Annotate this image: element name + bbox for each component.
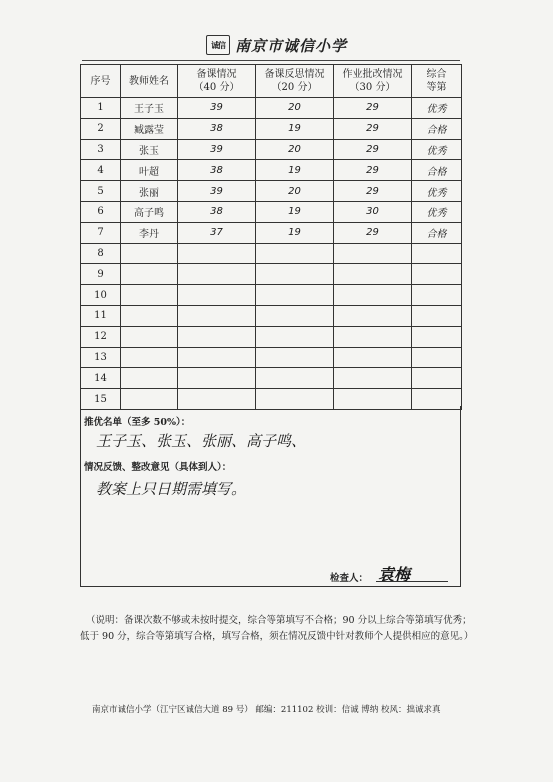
teacher-name: 王子玉	[121, 98, 178, 119]
homework-score	[334, 285, 412, 306]
page-footer: 南京市诚信小学（江宁区诚信大道 89 号） 邮编：211102 校训：信诚 博纳 校风：拙诚求真	[92, 705, 441, 715]
overall-grade	[412, 368, 462, 389]
row-number: 14	[81, 368, 121, 389]
remark-line-2: 低于 90 分，综合等第填写合格，填写合格，须在情况反馈中针对教师个人提供相应的意见。）	[80, 631, 474, 642]
overall-grade	[412, 264, 462, 285]
col-title: 综合	[426, 69, 447, 80]
row-number: 10	[81, 285, 121, 306]
row-number: 9	[81, 264, 121, 285]
overall-grade: 优秀	[412, 139, 462, 160]
table-row	[81, 181, 462, 202]
reflect-score: 19	[256, 201, 334, 222]
col-header-homework	[334, 65, 412, 98]
checker-signature: 袁梅	[378, 565, 411, 584]
table-row	[81, 222, 462, 243]
feedback-label: 情况反馈、整改意见（具体到人）：	[84, 462, 232, 473]
table-row	[81, 243, 462, 264]
homework-score: 29	[334, 139, 412, 160]
table-row	[81, 305, 462, 326]
reflect-score	[256, 347, 334, 368]
teacher-name	[121, 368, 178, 389]
col-title: 作业批改情况	[342, 69, 403, 80]
row-number: 3	[81, 139, 121, 160]
homework-score	[334, 305, 412, 326]
homework-score: 29	[334, 118, 412, 139]
teacher-name	[121, 264, 178, 285]
teacher-name	[121, 305, 178, 326]
reflect-score: 19	[256, 222, 334, 243]
row-number: 2	[81, 118, 121, 139]
row-number: 13	[81, 347, 121, 368]
table-row	[81, 160, 462, 181]
col-header-name	[121, 65, 178, 98]
teacher-name	[121, 326, 178, 347]
overall-grade	[412, 326, 462, 347]
prep-score: 38	[178, 118, 256, 139]
prep-score: 37	[178, 222, 256, 243]
row-number: 4	[81, 160, 121, 181]
col-title: 教师姓名	[129, 75, 169, 87]
reflect-score: 19	[256, 160, 334, 181]
prep-score	[178, 326, 256, 347]
overall-grade	[412, 243, 462, 264]
overall-grade: 优秀	[412, 98, 462, 119]
col-header-reflect	[256, 65, 334, 98]
header-rule	[82, 60, 460, 61]
row-number: 15	[81, 389, 121, 410]
prep-score	[178, 305, 256, 326]
table-row	[81, 326, 462, 347]
reflect-score: 20	[256, 181, 334, 202]
teacher-name: 张玉	[121, 139, 178, 160]
prep-score	[178, 243, 256, 264]
recommend-value: 王子玉、张玉、张丽、高子鸣、	[96, 432, 307, 450]
homework-score	[334, 243, 412, 264]
overall-grade: 合格	[412, 118, 462, 139]
row-number: 6	[81, 201, 121, 222]
prep-score	[178, 285, 256, 306]
overall-grade	[412, 285, 462, 306]
prep-score: 38	[178, 160, 256, 181]
reflect-score	[256, 264, 334, 285]
row-number: 5	[81, 181, 121, 202]
table-row	[81, 264, 462, 285]
reflect-score	[256, 305, 334, 326]
homework-score	[334, 368, 412, 389]
col-title: 备课反思情况	[264, 69, 325, 80]
col-title: 序号	[90, 75, 111, 87]
reflect-score: 19	[256, 118, 334, 139]
table-header-row	[81, 65, 462, 98]
homework-score	[334, 347, 412, 368]
row-number: 12	[81, 326, 121, 347]
teacher-name: 高子鸣	[121, 201, 178, 222]
col-subtitle: （30 分）	[349, 82, 396, 93]
table-row	[81, 98, 462, 119]
prep-score	[178, 368, 256, 389]
homework-score: 29	[334, 98, 412, 119]
col-header-no	[81, 65, 121, 98]
teacher-name: 张丽	[121, 181, 178, 202]
table-row	[81, 347, 462, 368]
teacher-name: 叶超	[121, 160, 178, 181]
col-subtitle: 等第	[426, 82, 447, 93]
recommend-label: 推优名单（至多 50%）：	[84, 417, 191, 428]
checker-label: 检查人：	[330, 573, 369, 584]
prep-score: 38	[178, 201, 256, 222]
table-row	[81, 368, 462, 389]
teacher-name	[121, 285, 178, 306]
school-header	[206, 34, 347, 56]
school-logo: 诚信	[206, 35, 230, 55]
overall-grade: 合格	[412, 222, 462, 243]
col-header-prep	[178, 65, 256, 98]
prep-score: 39	[178, 139, 256, 160]
prep-score	[178, 264, 256, 285]
table-body	[81, 98, 462, 410]
table-row	[81, 118, 462, 139]
prep-score	[178, 347, 256, 368]
reflect-score: 20	[256, 139, 334, 160]
homework-score	[334, 264, 412, 285]
reflect-score	[256, 326, 334, 347]
overall-grade: 优秀	[412, 201, 462, 222]
feedback-value: 教案上只日期需填写。	[96, 480, 247, 498]
teacher-name: 臧露莹	[121, 118, 178, 139]
overall-grade	[412, 305, 462, 326]
col-header-grade	[412, 65, 462, 98]
overall-grade	[412, 347, 462, 368]
signature-line	[376, 581, 448, 582]
remark-line-1: （说明：备课次数不够或未按时提交，综合等第填写不合格；90 分以上综合等第填写优秀；	[86, 615, 472, 626]
teacher-name	[121, 347, 178, 368]
col-subtitle: （40 分）	[193, 82, 240, 93]
overall-grade: 优秀	[412, 181, 462, 202]
overall-grade: 合格	[412, 160, 462, 181]
homework-score: 30	[334, 201, 412, 222]
table-row	[81, 201, 462, 222]
row-number: 8	[81, 243, 121, 264]
reflect-score	[256, 243, 334, 264]
homework-score: 29	[334, 160, 412, 181]
reflect-score	[256, 368, 334, 389]
homework-score: 29	[334, 181, 412, 202]
table-row	[81, 139, 462, 160]
col-title: 备课情况	[196, 69, 237, 80]
prep-score: 39	[178, 181, 256, 202]
prep-score: 39	[178, 98, 256, 119]
table-row	[81, 285, 462, 306]
reflect-score	[256, 285, 334, 306]
school-name: 南京市诚信小学	[235, 36, 348, 55]
row-number: 7	[81, 222, 121, 243]
row-number: 11	[81, 305, 121, 326]
homework-score	[334, 326, 412, 347]
inspection-table	[80, 64, 462, 410]
homework-score: 29	[334, 222, 412, 243]
row-number: 1	[81, 98, 121, 119]
reflect-score: 20	[256, 98, 334, 119]
teacher-name: 李丹	[121, 222, 178, 243]
teacher-name	[121, 243, 178, 264]
col-subtitle: （20 分）	[271, 82, 318, 93]
